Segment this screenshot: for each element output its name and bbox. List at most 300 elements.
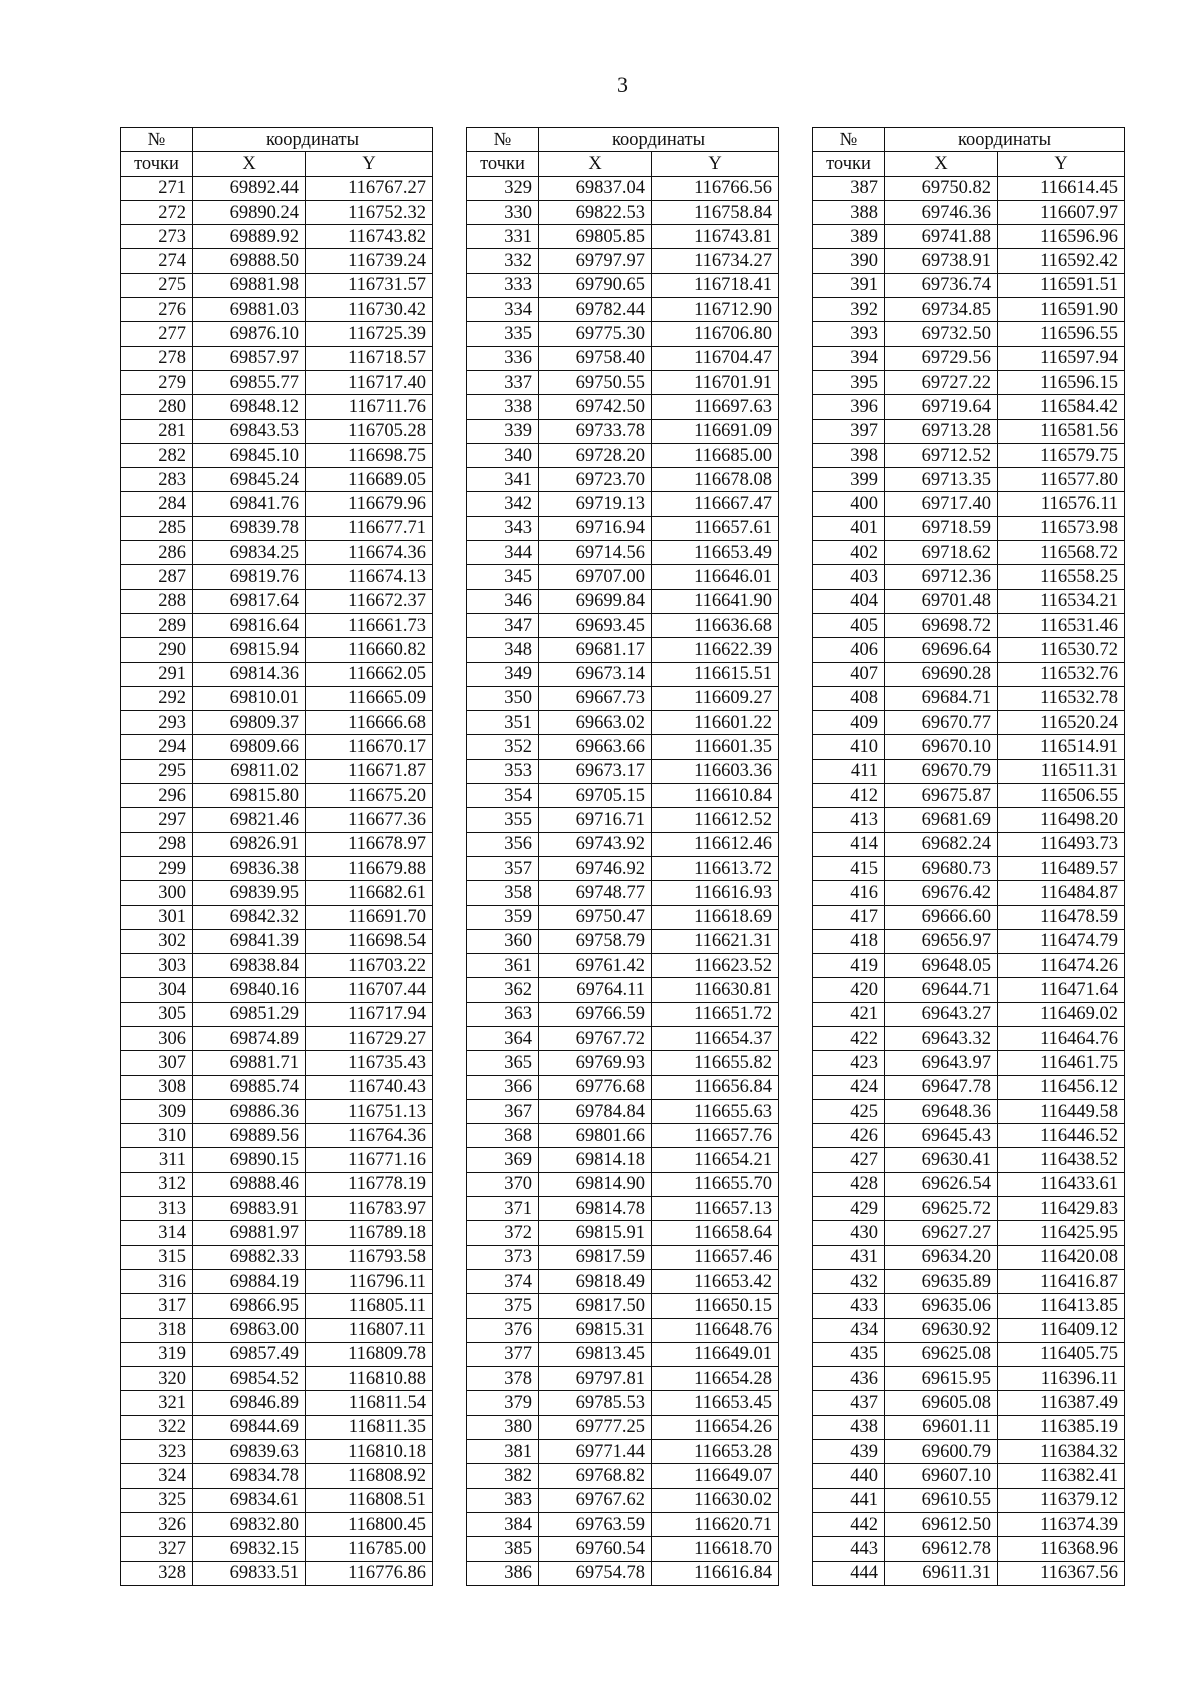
coord-y: 116776.86 (306, 1561, 433, 1585)
table-row (467, 638, 779, 662)
point-number: 334 (467, 298, 539, 322)
table-row (121, 1464, 433, 1488)
point-number: 416 (813, 881, 885, 905)
table-row (121, 516, 433, 540)
coord-y: 116474.79 (998, 929, 1125, 953)
coord-x: 69693.45 (539, 613, 652, 637)
coord-x: 69889.56 (193, 1124, 306, 1148)
point-number: 387 (813, 176, 885, 200)
coord-x: 69647.78 (885, 1075, 998, 1099)
table-row (121, 1099, 433, 1123)
coord-x: 69758.40 (539, 346, 652, 370)
coord-y: 116612.52 (652, 808, 779, 832)
coord-y: 116613.72 (652, 856, 779, 880)
coord-y: 116678.08 (652, 468, 779, 492)
coord-y: 116701.91 (652, 370, 779, 394)
coord-x: 69888.46 (193, 1172, 306, 1196)
coord-y: 116785.00 (306, 1537, 433, 1561)
coord-y: 116657.46 (652, 1245, 779, 1269)
coord-y: 116705.28 (306, 419, 433, 443)
table-row (121, 1537, 433, 1561)
coord-x: 69838.84 (193, 954, 306, 978)
point-number: 408 (813, 686, 885, 710)
coord-x: 69775.30 (539, 322, 652, 346)
point-number: 365 (467, 1051, 539, 1075)
table-row (467, 541, 779, 565)
point-number: 320 (121, 1367, 193, 1391)
coord-x: 69663.02 (539, 711, 652, 735)
coord-x: 69728.20 (539, 443, 652, 467)
coord-x: 69776.68 (539, 1075, 652, 1099)
coord-y: 116698.75 (306, 443, 433, 467)
point-number: 305 (121, 1002, 193, 1026)
coord-x: 69746.36 (885, 200, 998, 224)
coord-y: 116665.09 (306, 686, 433, 710)
coord-x: 69814.36 (193, 662, 306, 686)
point-number: 333 (467, 273, 539, 297)
coord-x: 69601.11 (885, 1415, 998, 1439)
point-number: 303 (121, 954, 193, 978)
point-number: 342 (467, 492, 539, 516)
coord-x: 69840.16 (193, 978, 306, 1002)
table-row (467, 1148, 779, 1172)
coord-y: 116616.84 (652, 1561, 779, 1585)
coord-y: 116653.28 (652, 1440, 779, 1464)
coord-x: 69698.72 (885, 613, 998, 637)
point-number: 401 (813, 516, 885, 540)
table-row (813, 686, 1125, 710)
table-row (813, 1269, 1125, 1293)
coord-x: 69832.80 (193, 1512, 306, 1536)
point-number: 358 (467, 881, 539, 905)
coord-y: 116630.02 (652, 1488, 779, 1512)
coord-x: 69841.76 (193, 492, 306, 516)
point-number: 309 (121, 1099, 193, 1123)
point-number: 356 (467, 832, 539, 856)
coord-y: 116793.58 (306, 1245, 433, 1269)
point-number: 419 (813, 954, 885, 978)
point-number: 300 (121, 881, 193, 905)
coord-x: 69855.77 (193, 370, 306, 394)
table-row (467, 176, 779, 200)
coord-x: 69670.79 (885, 759, 998, 783)
table-row (813, 1245, 1125, 1269)
coord-y: 116661.73 (306, 613, 433, 637)
coordinates-table-2 (466, 127, 779, 1586)
coord-y: 116789.18 (306, 1221, 433, 1245)
coord-x: 69882.33 (193, 1245, 306, 1269)
coord-x: 69885.74 (193, 1075, 306, 1099)
table-row (121, 759, 433, 783)
table-row (467, 905, 779, 929)
coord-x: 69600.79 (885, 1440, 998, 1464)
coord-y: 116658.64 (652, 1221, 779, 1245)
coord-y: 116679.96 (306, 492, 433, 516)
point-number: 418 (813, 929, 885, 953)
table-row (813, 492, 1125, 516)
coord-y: 116620.71 (652, 1512, 779, 1536)
coord-x: 69673.14 (539, 662, 652, 686)
point-number: 313 (121, 1197, 193, 1221)
coord-x: 69750.55 (539, 370, 652, 394)
point-number: 406 (813, 638, 885, 662)
coord-y: 116579.75 (998, 443, 1125, 467)
point-number: 310 (121, 1124, 193, 1148)
coord-y: 116648.76 (652, 1318, 779, 1342)
coord-x: 69857.49 (193, 1342, 306, 1366)
table-row (813, 200, 1125, 224)
table-row (467, 978, 779, 1002)
coord-x: 69732.50 (885, 322, 998, 346)
point-number: 298 (121, 832, 193, 856)
coord-y: 116698.54 (306, 929, 433, 953)
coord-y: 116734.27 (652, 249, 779, 273)
coord-y: 116666.68 (306, 711, 433, 735)
table-row (467, 249, 779, 273)
coord-x: 69889.92 (193, 225, 306, 249)
coord-y: 116581.56 (998, 419, 1125, 443)
table-row (467, 589, 779, 613)
coord-x: 69890.24 (193, 200, 306, 224)
point-number: 337 (467, 370, 539, 394)
point-number: 402 (813, 541, 885, 565)
table-row (121, 1367, 433, 1391)
coord-x: 69822.53 (539, 200, 652, 224)
coord-y: 116461.75 (998, 1051, 1125, 1075)
table-row (121, 443, 433, 467)
coord-y: 116591.51 (998, 273, 1125, 297)
coord-x: 69611.31 (885, 1561, 998, 1585)
point-number: 316 (121, 1269, 193, 1293)
table-row (121, 249, 433, 273)
coord-x: 69836.38 (193, 856, 306, 880)
coord-y: 116603.36 (652, 759, 779, 783)
point-number: 369 (467, 1148, 539, 1172)
coord-y: 116469.02 (998, 1002, 1125, 1026)
coord-x: 69814.90 (539, 1172, 652, 1196)
coord-y: 116730.42 (306, 298, 433, 322)
header-coordinates: координаты (885, 128, 1125, 152)
point-number: 372 (467, 1221, 539, 1245)
coord-x: 69626.54 (885, 1172, 998, 1196)
table-row (467, 954, 779, 978)
table-row (813, 516, 1125, 540)
table-row (467, 1002, 779, 1026)
coord-x: 69645.43 (885, 1124, 998, 1148)
table-row (467, 711, 779, 735)
point-number: 417 (813, 905, 885, 929)
coord-x: 69826.91 (193, 832, 306, 856)
coord-y: 116498.20 (998, 808, 1125, 832)
coord-y: 116767.27 (306, 176, 433, 200)
point-number: 347 (467, 613, 539, 637)
coord-x: 69886.36 (193, 1099, 306, 1123)
coord-y: 116511.31 (998, 759, 1125, 783)
point-number: 423 (813, 1051, 885, 1075)
point-number: 422 (813, 1026, 885, 1050)
coord-x: 69630.92 (885, 1318, 998, 1342)
point-number: 290 (121, 638, 193, 662)
table-row (121, 662, 433, 686)
point-number: 293 (121, 711, 193, 735)
point-number: 344 (467, 541, 539, 565)
table-row (813, 443, 1125, 467)
coord-x: 69656.97 (885, 929, 998, 953)
coordinates-table-1 (120, 127, 433, 1586)
table-row (813, 1512, 1125, 1536)
point-number: 285 (121, 516, 193, 540)
coord-x: 69821.46 (193, 808, 306, 832)
point-number: 414 (813, 832, 885, 856)
table-row (467, 419, 779, 443)
table-row (467, 735, 779, 759)
point-number: 325 (121, 1488, 193, 1512)
coord-y: 116697.63 (652, 395, 779, 419)
coord-x: 69815.80 (193, 784, 306, 808)
point-number: 308 (121, 1075, 193, 1099)
table-row (467, 1245, 779, 1269)
table-row (813, 832, 1125, 856)
coord-y: 116596.96 (998, 225, 1125, 249)
coord-y: 116783.97 (306, 1197, 433, 1221)
point-number: 385 (467, 1537, 539, 1561)
table-row (121, 686, 433, 710)
point-number: 391 (813, 273, 885, 297)
coord-x: 69832.15 (193, 1537, 306, 1561)
point-number: 379 (467, 1391, 539, 1415)
coord-x: 69718.59 (885, 516, 998, 540)
table-row (121, 881, 433, 905)
point-number: 282 (121, 443, 193, 467)
coord-y: 116771.16 (306, 1148, 433, 1172)
point-number: 390 (813, 249, 885, 273)
point-number: 427 (813, 1148, 885, 1172)
coord-x: 69690.28 (885, 662, 998, 686)
coord-y: 116474.26 (998, 954, 1125, 978)
table-row (813, 541, 1125, 565)
coord-x: 69815.31 (539, 1318, 652, 1342)
coord-x: 69746.92 (539, 856, 652, 880)
coord-x: 69771.44 (539, 1440, 652, 1464)
table-row (813, 1051, 1125, 1075)
point-number: 403 (813, 565, 885, 589)
point-number: 386 (467, 1561, 539, 1585)
coord-y: 116655.82 (652, 1051, 779, 1075)
coord-x: 69612.50 (885, 1512, 998, 1536)
point-number: 367 (467, 1099, 539, 1123)
point-number: 352 (467, 735, 539, 759)
point-number: 425 (813, 1099, 885, 1123)
coord-y: 116711.76 (306, 395, 433, 419)
point-number: 381 (467, 1440, 539, 1464)
point-number: 441 (813, 1488, 885, 1512)
table-row (121, 832, 433, 856)
table-row (467, 686, 779, 710)
coord-y: 116532.76 (998, 662, 1125, 686)
table-row (813, 711, 1125, 735)
point-number: 436 (813, 1367, 885, 1391)
coord-y: 116653.45 (652, 1391, 779, 1415)
table-row (467, 1099, 779, 1123)
point-number: 411 (813, 759, 885, 783)
coord-y: 116532.78 (998, 686, 1125, 710)
coord-x: 69814.18 (539, 1148, 652, 1172)
coord-x: 69766.59 (539, 1002, 652, 1026)
point-number: 435 (813, 1342, 885, 1366)
point-number: 318 (121, 1318, 193, 1342)
coord-x: 69750.47 (539, 905, 652, 929)
point-number: 398 (813, 443, 885, 467)
table-row (813, 1367, 1125, 1391)
table-row (813, 370, 1125, 394)
coord-x: 69607.10 (885, 1464, 998, 1488)
coord-y: 116653.49 (652, 541, 779, 565)
point-number: 297 (121, 808, 193, 832)
table-row (813, 298, 1125, 322)
point-number: 439 (813, 1440, 885, 1464)
point-number: 335 (467, 322, 539, 346)
coord-y: 116811.54 (306, 1391, 433, 1415)
table-row (467, 1172, 779, 1196)
coord-x: 69834.61 (193, 1488, 306, 1512)
table-row (467, 808, 779, 832)
table-row (467, 468, 779, 492)
coord-x: 69701.48 (885, 589, 998, 613)
coord-x: 69713.35 (885, 468, 998, 492)
table-row (813, 395, 1125, 419)
table-row (121, 541, 433, 565)
point-number: 273 (121, 225, 193, 249)
coord-x: 69854.52 (193, 1367, 306, 1391)
coord-y: 116478.59 (998, 905, 1125, 929)
coord-x: 69736.74 (885, 273, 998, 297)
table-row (467, 1464, 779, 1488)
coord-x: 69816.64 (193, 613, 306, 637)
header-points: точки (467, 152, 539, 176)
coord-x: 69680.73 (885, 856, 998, 880)
table-row (467, 1051, 779, 1075)
point-number: 353 (467, 759, 539, 783)
coord-x: 69682.24 (885, 832, 998, 856)
coord-y: 116367.56 (998, 1561, 1125, 1585)
coord-y: 116520.24 (998, 711, 1125, 735)
table-row (121, 1488, 433, 1512)
point-number: 299 (121, 856, 193, 880)
point-number: 272 (121, 200, 193, 224)
coord-x: 69741.88 (885, 225, 998, 249)
table-row (813, 176, 1125, 200)
coord-y: 116584.42 (998, 395, 1125, 419)
point-number: 413 (813, 808, 885, 832)
table-row (813, 1537, 1125, 1561)
table-row (813, 565, 1125, 589)
coord-y: 116674.13 (306, 565, 433, 589)
coord-y: 116712.90 (652, 298, 779, 322)
table-row (467, 1026, 779, 1050)
coord-x: 69627.27 (885, 1221, 998, 1245)
point-number: 284 (121, 492, 193, 516)
point-number: 341 (467, 468, 539, 492)
coord-y: 116654.26 (652, 1415, 779, 1439)
coord-y: 116530.72 (998, 638, 1125, 662)
coord-y: 116577.80 (998, 468, 1125, 492)
point-number: 370 (467, 1172, 539, 1196)
coord-y: 116685.00 (652, 443, 779, 467)
table-row (121, 978, 433, 1002)
coord-x: 69684.71 (885, 686, 998, 710)
table-row (813, 929, 1125, 953)
point-number: 314 (121, 1221, 193, 1245)
coord-y: 116657.13 (652, 1197, 779, 1221)
table-row (467, 273, 779, 297)
coord-x: 69643.32 (885, 1026, 998, 1050)
point-number: 311 (121, 1148, 193, 1172)
table-row (121, 1342, 433, 1366)
coord-y: 116384.32 (998, 1440, 1125, 1464)
coord-y: 116493.73 (998, 832, 1125, 856)
coord-x: 69842.32 (193, 905, 306, 929)
table-row (121, 1391, 433, 1415)
table-row (121, 1221, 433, 1245)
point-number: 295 (121, 759, 193, 783)
coord-x: 69712.36 (885, 565, 998, 589)
coord-x: 69815.94 (193, 638, 306, 662)
coord-y: 116751.13 (306, 1099, 433, 1123)
coord-x: 69723.70 (539, 468, 652, 492)
table-row (813, 322, 1125, 346)
coord-x: 69705.15 (539, 784, 652, 808)
coord-y: 116573.98 (998, 516, 1125, 540)
coord-x: 69839.78 (193, 516, 306, 540)
table-row (813, 1026, 1125, 1050)
coord-x: 69874.89 (193, 1026, 306, 1050)
coord-x: 69761.42 (539, 954, 652, 978)
point-number: 294 (121, 735, 193, 759)
table-row (121, 1002, 433, 1026)
coord-y: 116429.83 (998, 1197, 1125, 1221)
point-number: 355 (467, 808, 539, 832)
coord-y: 116484.87 (998, 881, 1125, 905)
coord-y: 116456.12 (998, 1075, 1125, 1099)
point-number: 271 (121, 176, 193, 200)
coord-y: 116717.40 (306, 370, 433, 394)
point-number: 438 (813, 1415, 885, 1439)
point-number: 317 (121, 1294, 193, 1318)
coord-x: 69625.08 (885, 1342, 998, 1366)
coord-y: 116739.24 (306, 249, 433, 273)
coord-y: 116654.37 (652, 1026, 779, 1050)
table-row (121, 1148, 433, 1172)
header-points: точки (813, 152, 885, 176)
point-number: 395 (813, 370, 885, 394)
point-number: 378 (467, 1367, 539, 1391)
point-number: 364 (467, 1026, 539, 1050)
table-row (467, 832, 779, 856)
point-number: 283 (121, 468, 193, 492)
point-number: 336 (467, 346, 539, 370)
table-row (121, 1245, 433, 1269)
coord-x: 69881.71 (193, 1051, 306, 1075)
table-row (121, 1075, 433, 1099)
point-number: 319 (121, 1342, 193, 1366)
coord-y: 116706.80 (652, 322, 779, 346)
coord-x: 69768.82 (539, 1464, 652, 1488)
page-number: 3 (617, 72, 628, 97)
table-row (121, 492, 433, 516)
table-row (467, 298, 779, 322)
header-points: точки (121, 152, 193, 176)
point-number: 420 (813, 978, 885, 1002)
